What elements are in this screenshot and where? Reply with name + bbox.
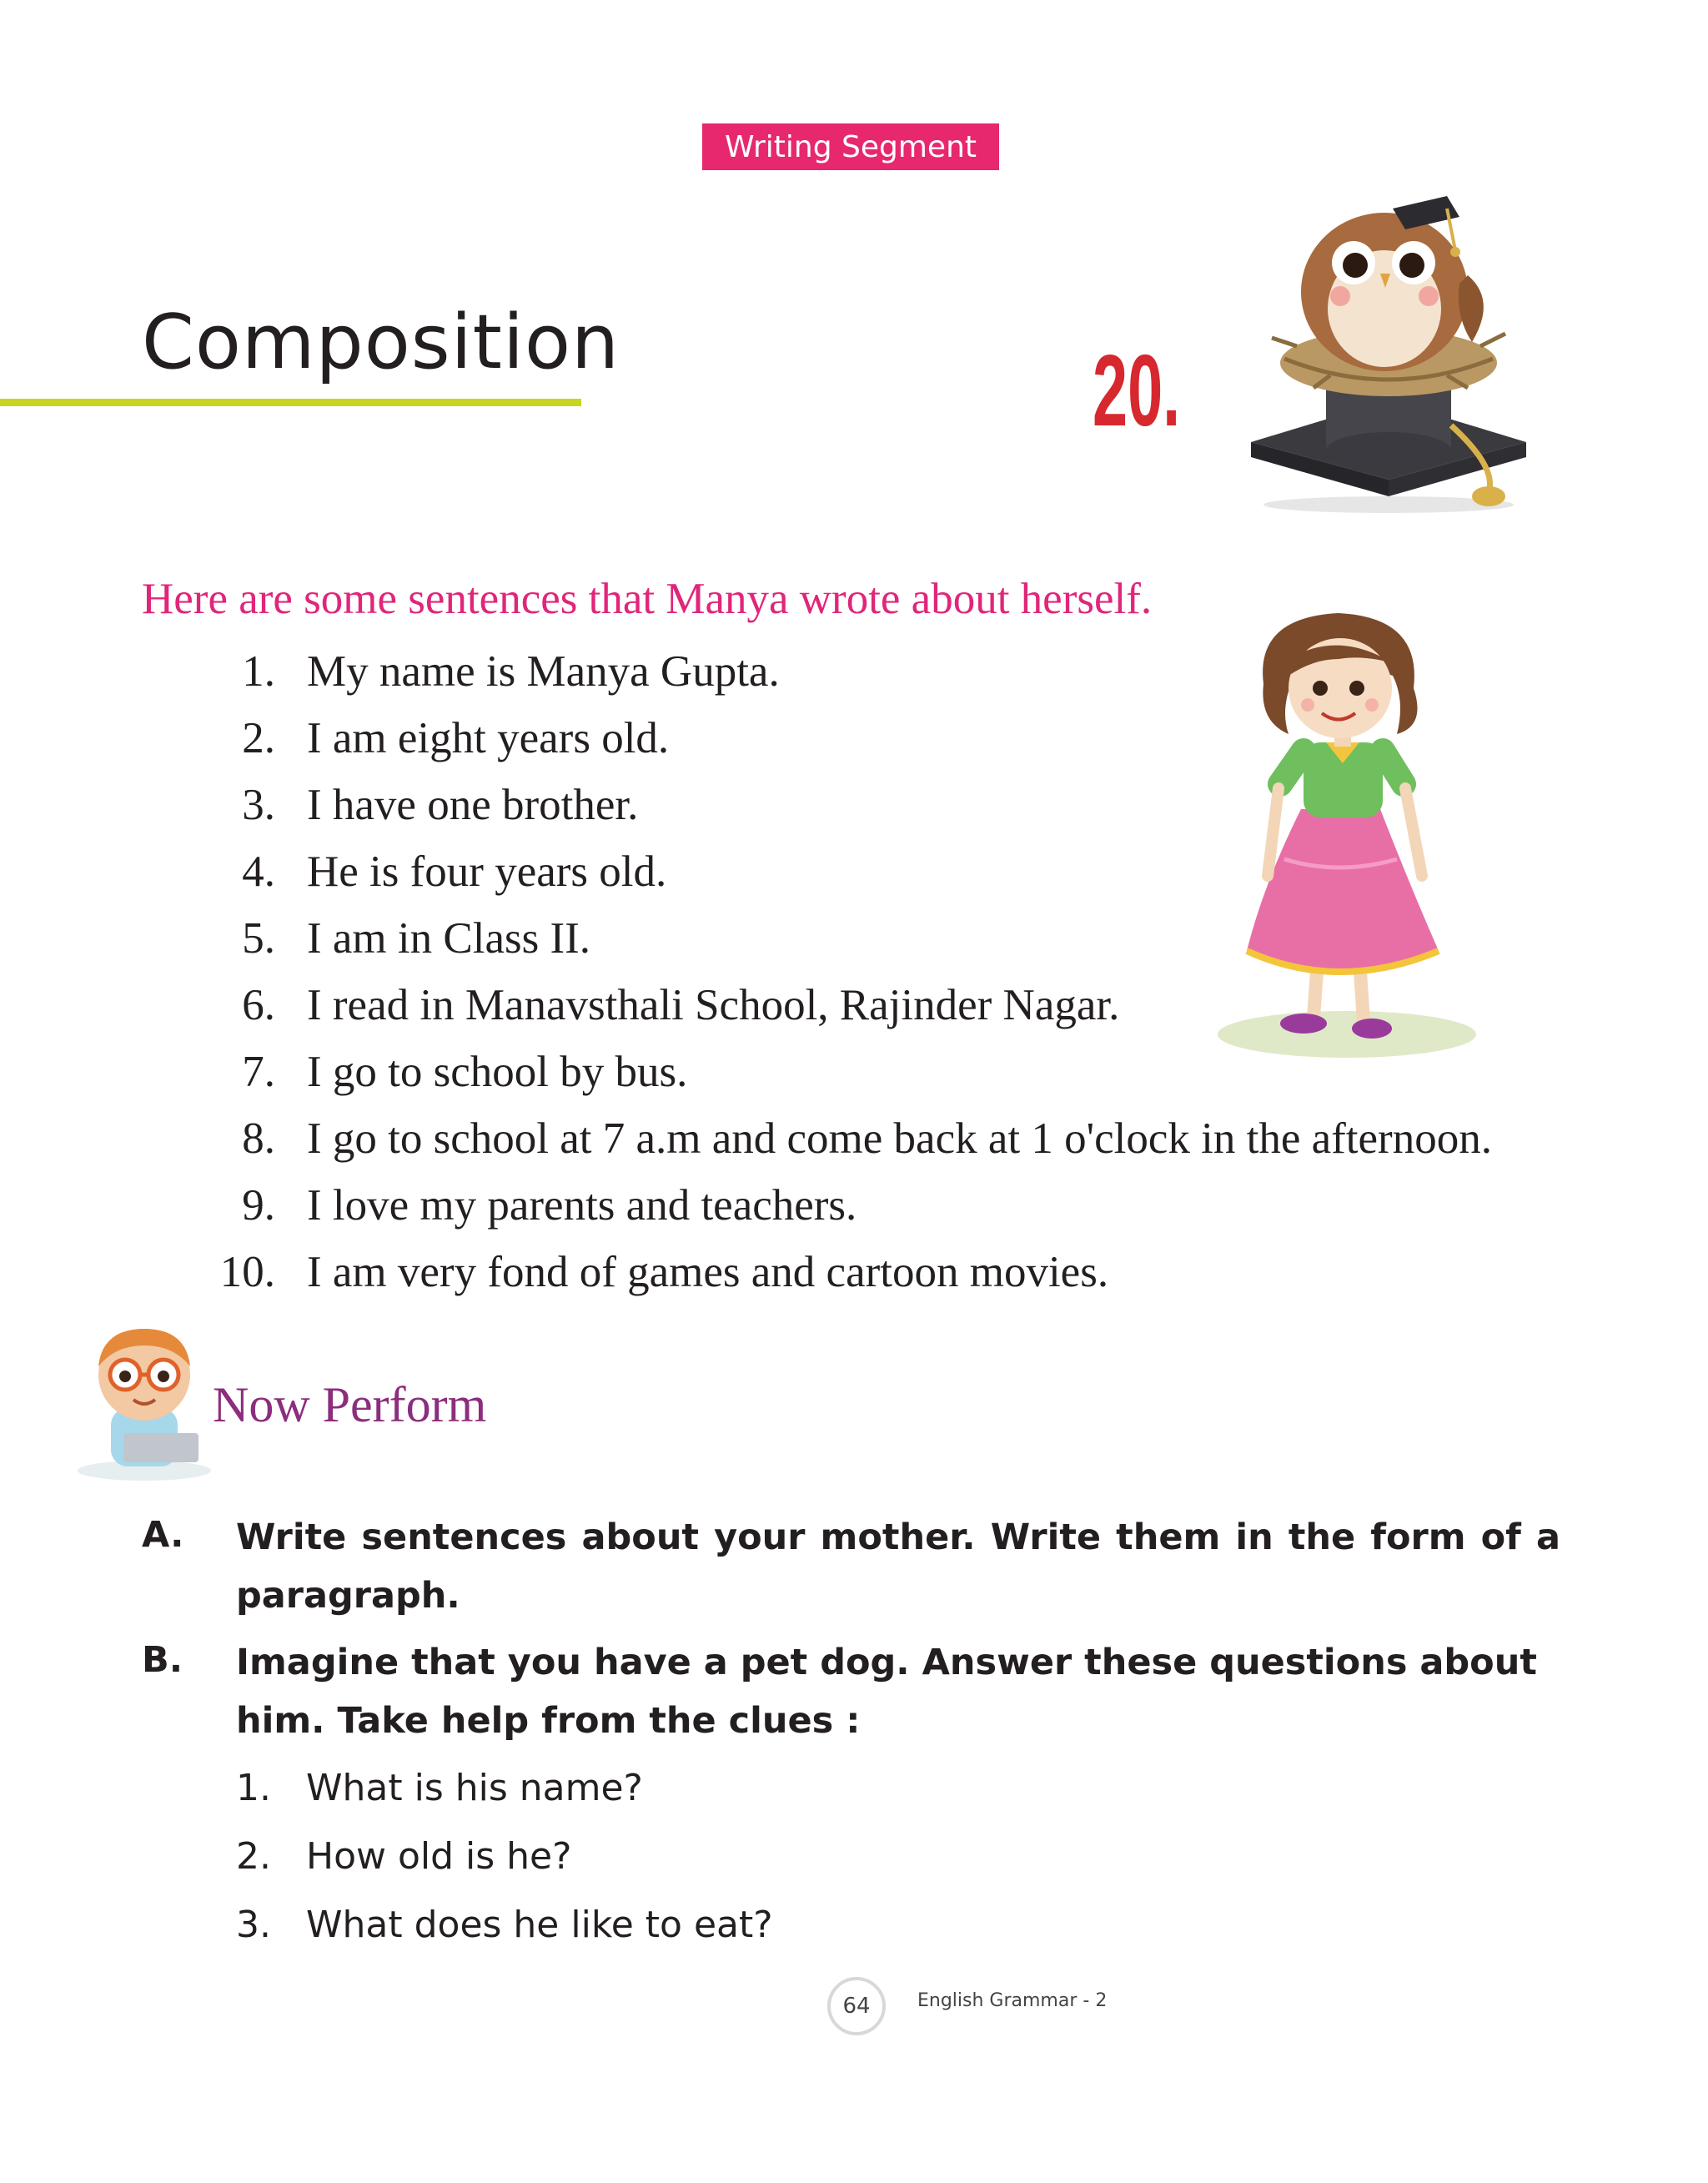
list-item-text: He is four years old. [307, 848, 667, 896]
list-item-number: 7. [242, 1048, 275, 1096]
subquestion-number: 1. [236, 1767, 271, 1809]
list-item-number: 6. [242, 981, 275, 1029]
list-item-text: I am in Class II. [307, 914, 591, 963]
subquestion-text: What is his name? [306, 1767, 643, 1809]
subquestion-number: 3. [236, 1904, 271, 1946]
girl-illustration [1213, 609, 1497, 1059]
page-number: 64 [827, 1977, 886, 2035]
subquestion-item [236, 1835, 1487, 1885]
list-item-number: 4. [242, 848, 275, 896]
list-item-number: 3. [242, 781, 275, 829]
list-item-number: 2. [242, 714, 275, 762]
question-text: Write sentences about your mother. Write them in the form of a paragraph. [236, 1517, 1560, 1617]
boy-illustration [73, 1316, 215, 1483]
list-item-number: 1. [242, 647, 275, 696]
list-item-text: I read in Manavsthali School, Rajinder Nagar. [307, 981, 1120, 1029]
footer-book-title: English Grammar - 2 [917, 1990, 1108, 2011]
question-text: Imagine that you have a pet dog. Answer these questions about him. Take help from the clues : [236, 1642, 1537, 1742]
intro-text: Here are some sentences that Manya wrote about herself. [142, 575, 1153, 623]
subquestion-item [236, 1767, 1487, 1817]
subquestion-number: 2. [236, 1835, 271, 1878]
title-underline [0, 399, 581, 406]
list-item-text: I am eight years old. [307, 714, 670, 762]
perform-title: Now Perform [213, 1377, 487, 1432]
owl-illustration [1247, 175, 1530, 517]
list-item-text: I love my parents and teachers. [307, 1181, 857, 1230]
list-item-number: 5. [242, 914, 275, 963]
segment-badge: Writing Segment [702, 123, 999, 170]
chapter-number: 20. [1093, 334, 1181, 447]
list-item-text: I have one brother. [307, 781, 639, 829]
list-item-number: 8. [242, 1114, 275, 1163]
subquestion-item [236, 1904, 1487, 1954]
question-letter: A. [142, 1514, 184, 1556]
list-item-number: 9. [242, 1181, 275, 1230]
subquestion-text: How old is he? [306, 1835, 572, 1878]
chapter-title: Composition [142, 299, 620, 386]
list-item-text: I am very fond of games and cartoon movies. [307, 1248, 1109, 1296]
list-item-number: 10. [219, 1248, 275, 1296]
list-item-text: I go to school at 7 a.m and come back at 1 o'clock in the afternoon. [307, 1114, 1492, 1163]
list-item-text: I go to school by bus. [307, 1048, 688, 1096]
subquestion-text: What does he like to eat? [306, 1904, 773, 1946]
question-letter: B. [142, 1639, 183, 1681]
list-item-text: My name is Manya Gupta. [307, 647, 780, 696]
